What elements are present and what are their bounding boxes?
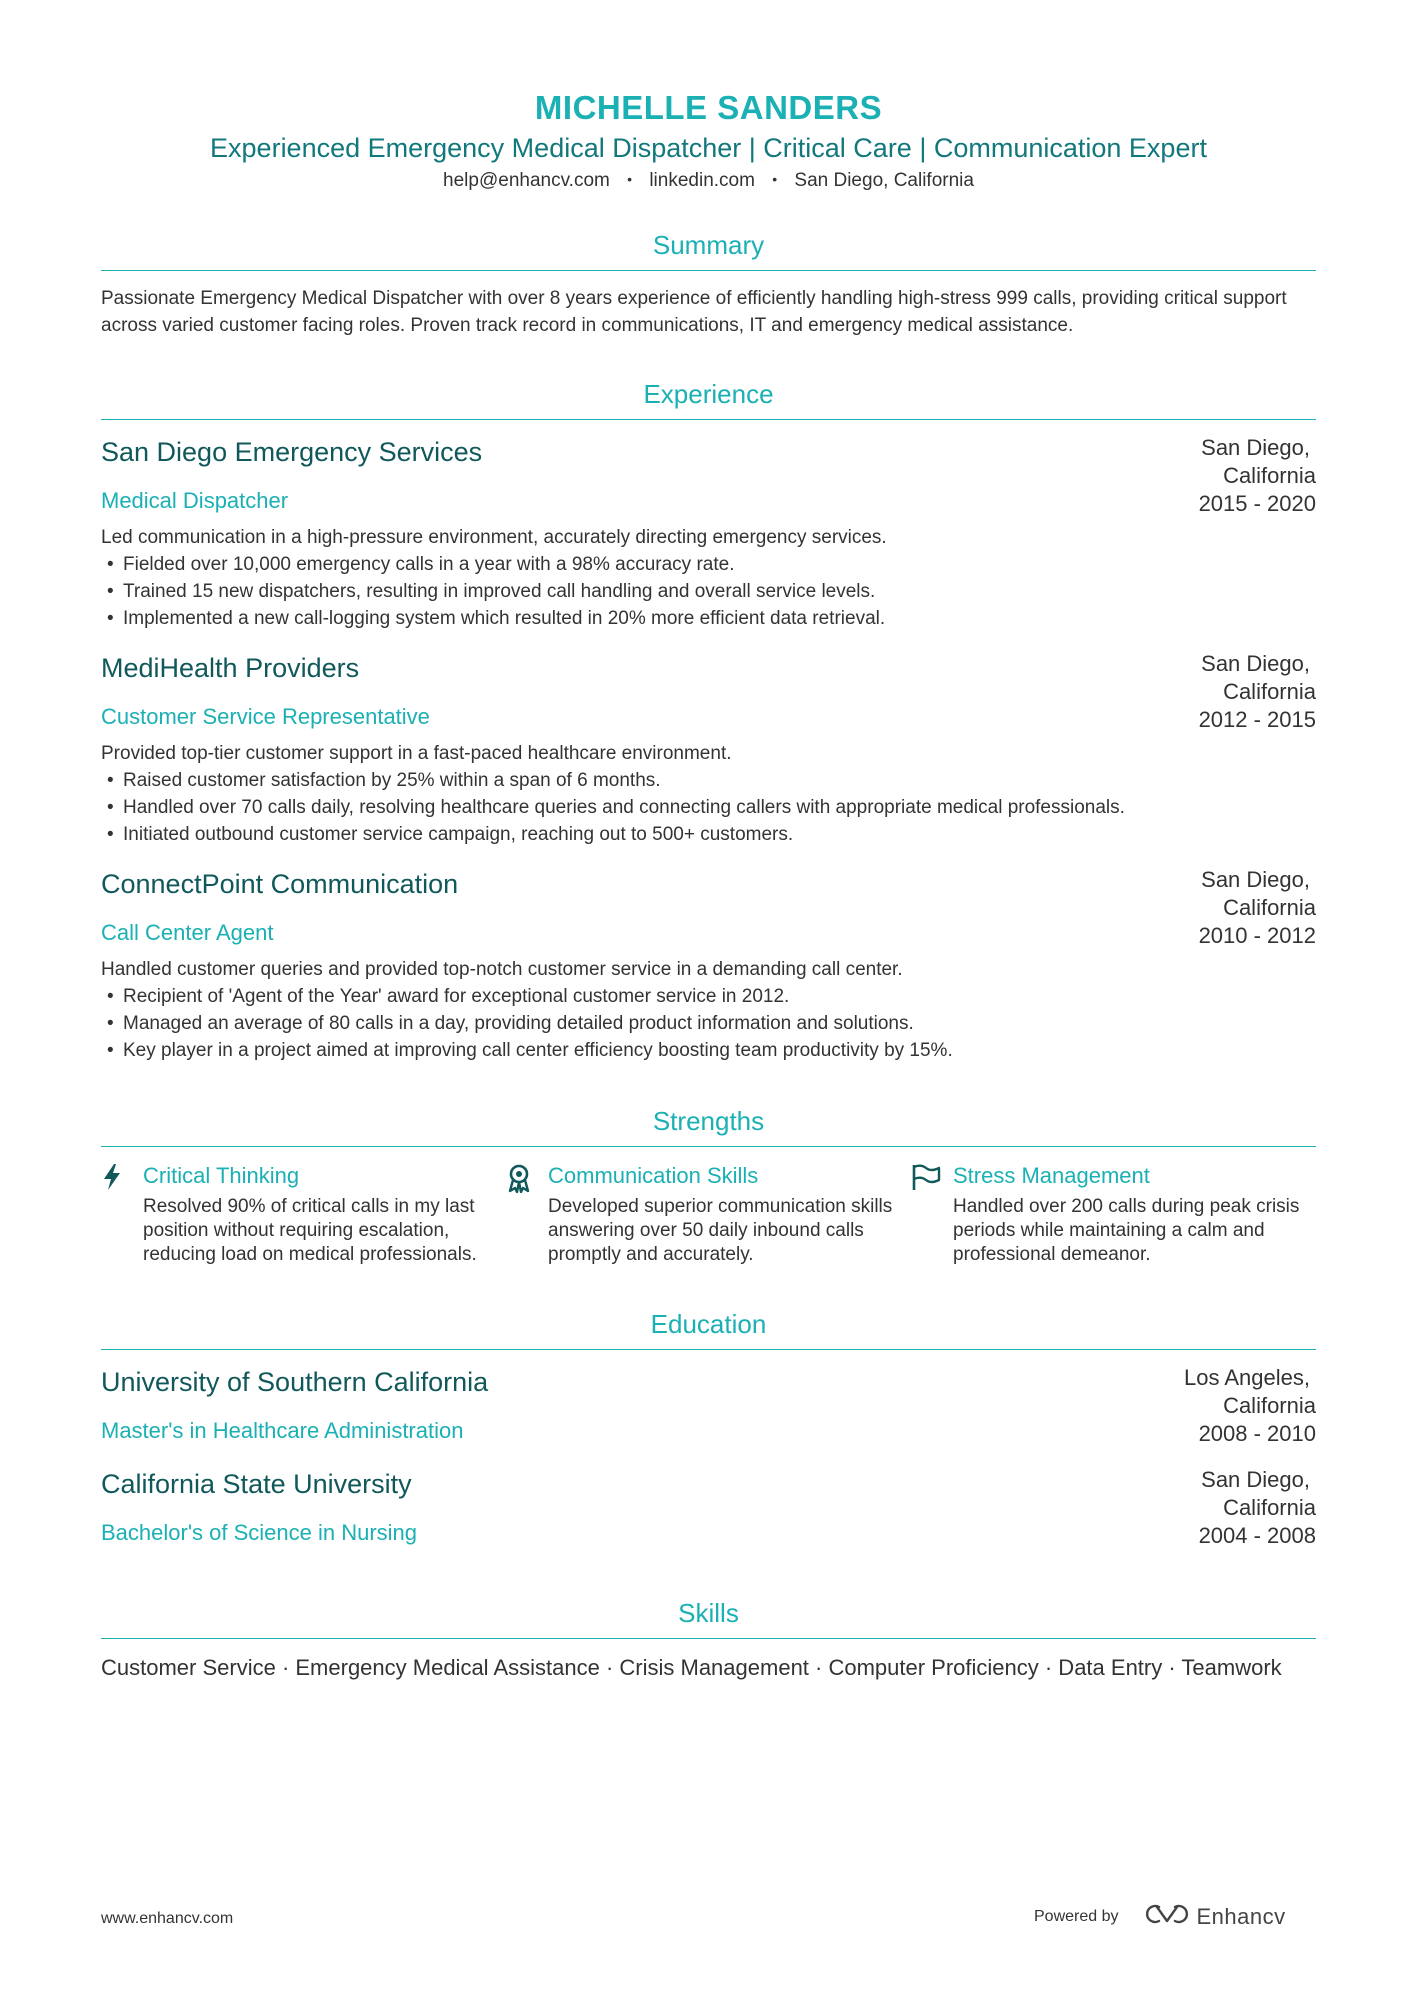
- achievement-list: [101, 767, 1316, 848]
- summary-section: [101, 228, 1316, 339]
- enhancv-logo-icon: [1143, 1902, 1191, 1931]
- company-name: ConnectPoint Communication: [101, 869, 459, 899]
- institution-name: California State University: [101, 1469, 412, 1499]
- entry-dates: 2015 - 2020: [1198, 491, 1316, 516]
- entry-meta: [1116, 1364, 1316, 1448]
- strength-description: Developed superior communication skills answering over 50 daily inbound calls promptly and accurately.: [548, 1196, 893, 1265]
- job-title: Customer Service Representative: [101, 704, 430, 729]
- entry-meta: [1116, 650, 1316, 734]
- section-title-education: Education: [101, 1307, 1316, 1350]
- flag-icon: [911, 1161, 953, 1267]
- job-title: Call Center Agent: [101, 920, 274, 945]
- entry-meta: [1116, 866, 1316, 950]
- entry-dates: 2004 - 2008: [1198, 1523, 1316, 1548]
- skills-list: Customer Service · Emergency Medical Assistance · Crisis Management · Computer Proficiency · Data Entry · Teamwork: [101, 1655, 1282, 1680]
- company-name: San Diego Emergency Services: [101, 437, 483, 467]
- achievement-item: • Handled over 70 calls daily, resolving healthcare queries and connecting callers with appropriate medical professionals.: [101, 794, 1316, 821]
- achievement-list: [101, 551, 1316, 632]
- strength-description: Resolved 90% of critical calls in my last position without requiring escalation, reducing load on medical professionals.: [143, 1196, 477, 1265]
- achievement-item: • Recipient of 'Agent of the Year' award for exceptional customer service in 2012.: [101, 983, 1316, 1010]
- achievement-item: • Managed an average of 80 calls in a day, providing detailed product information and solutions.: [101, 1010, 1316, 1037]
- achievement-item: • Raised customer satisfaction by 25% within a span of 6 months.: [101, 767, 1316, 794]
- candidate-headline: Experienced Emergency Medical Dispatcher | Critical Care | Communication Expert: [210, 133, 1207, 163]
- entry-description: Handled customer queries and provided top-notch customer service in a demanding call center.: [101, 959, 903, 980]
- entry-location: San Diego,: [1201, 435, 1310, 460]
- contact-line: [101, 168, 1316, 194]
- achievement-item: • Fielded over 10,000 emergency calls in a year with a 98% accuracy rate.: [101, 551, 1316, 578]
- entry-dates: 2008 - 2010: [1198, 1421, 1316, 1446]
- strength-title: Stress Management: [953, 1163, 1150, 1188]
- strengths-section: [101, 1104, 1316, 1267]
- education-entry: [101, 1466, 1316, 1550]
- entry-location-state: California: [1223, 1393, 1316, 1418]
- skills-section: [101, 1596, 1316, 1684]
- resume-header: [101, 0, 1316, 194]
- strength-item: [506, 1161, 911, 1267]
- lightning-icon: [101, 1161, 143, 1267]
- strength-item: [101, 1161, 506, 1267]
- entry-dates: 2012 - 2015: [1198, 707, 1316, 732]
- strength-title: Critical Thinking: [143, 1163, 300, 1188]
- contact-email[interactable]: help@enhancv.com: [443, 170, 610, 191]
- entry-meta: [1116, 1466, 1316, 1550]
- powered-by-label: Powered by: [1034, 1907, 1119, 1925]
- contact-location: San Diego, California: [794, 170, 974, 191]
- education-section: [101, 1307, 1316, 1550]
- strength-description: Handled over 200 calls during peak crisis periods while maintaining a calm and professional demeanor.: [953, 1196, 1300, 1265]
- entry-location: San Diego,: [1201, 867, 1310, 892]
- achievement-item: • Initiated outbound customer service campaign, reaching out to 500+ customers.: [101, 821, 1316, 848]
- contact-linkedin[interactable]: linkedin.com: [649, 170, 755, 191]
- entry-description: Led communication in a high-pressure environment, accurately directing emergency services.: [101, 527, 887, 548]
- entry-location: San Diego,: [1201, 1467, 1310, 1492]
- award-ribbon-icon: [506, 1161, 548, 1267]
- entry-location-state: California: [1223, 1495, 1316, 1520]
- experience-entry: [101, 650, 1316, 848]
- achievement-item: • Trained 15 new dispatchers, resulting in improved call handling and overall service levels.: [101, 578, 1316, 605]
- institution-name: University of Southern California: [101, 1367, 489, 1397]
- entry-description: Provided top-tier customer support in a fast-paced healthcare environment.: [101, 743, 732, 764]
- experience-section: [101, 377, 1316, 1064]
- achievement-list: [101, 983, 1316, 1064]
- achievement-item: • Implemented a new call-logging system which resulted in 20% more efficient data retrieval.: [101, 605, 1316, 632]
- entry-location: Los Angeles,: [1184, 1365, 1310, 1390]
- section-title-strengths: Strengths: [101, 1104, 1316, 1147]
- resume-page: [101, 0, 1316, 1684]
- strength-title: Communication Skills: [548, 1163, 759, 1188]
- footer-website[interactable]: www.enhancv.com: [101, 1910, 234, 1927]
- degree-title: Bachelor's of Science in Nursing: [101, 1520, 418, 1545]
- entry-location: San Diego,: [1201, 651, 1310, 676]
- section-title-experience: Experience: [101, 377, 1316, 420]
- candidate-name: MICHELLE SANDERS: [534, 89, 883, 126]
- experience-entry: [101, 434, 1316, 632]
- entry-location-state: California: [1223, 895, 1316, 920]
- experience-entry: [101, 866, 1316, 1064]
- education-entry: [101, 1364, 1316, 1448]
- strength-item: [911, 1161, 1316, 1267]
- entry-location-state: California: [1223, 463, 1316, 488]
- section-title-skills: Skills: [101, 1596, 1316, 1639]
- footer-branding: [1034, 1902, 1286, 1931]
- job-title: Medical Dispatcher: [101, 488, 289, 513]
- contact-separator: •: [772, 171, 778, 187]
- entry-dates: 2010 - 2012: [1198, 923, 1316, 948]
- entry-meta: [1116, 434, 1316, 518]
- contact-separator: •: [627, 171, 633, 187]
- company-name: MediHealth Providers: [101, 653, 360, 683]
- brand-name: Enhancv: [1196, 1903, 1286, 1929]
- summary-text: Passionate Emergency Medical Dispatcher with over 8 years experience of efficiently handling high-stress 999 calls, providing critical support across varied customer facing roles. Proven track record in communications, IT and emergency medical assistance.: [101, 288, 1287, 336]
- achievement-item: • Key player in a project aimed at improving call center efficiency boosting team productivity by 15%.: [101, 1037, 1316, 1064]
- entry-location-state: California: [1223, 679, 1316, 704]
- strengths-grid: [101, 1161, 1316, 1267]
- degree-title: Master's in Healthcare Administration: [101, 1418, 464, 1443]
- section-title-summary: Summary: [101, 228, 1316, 271]
